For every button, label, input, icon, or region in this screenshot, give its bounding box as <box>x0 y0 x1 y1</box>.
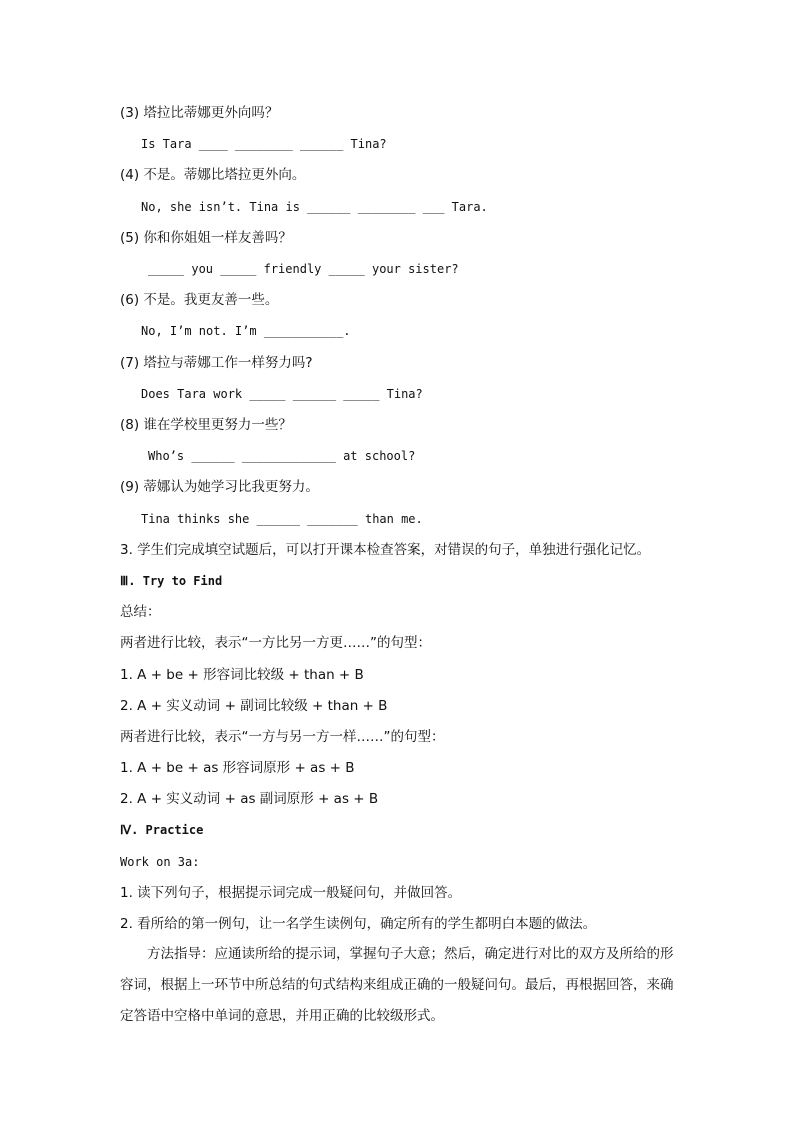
comparison-2-pattern-a: 1. A + be + as 形容词原形 + as + B <box>120 760 355 776</box>
section-4-heading: Ⅳ. Practice <box>120 823 204 837</box>
method-guidance-paragraph: 方法指导：应通读所给的提示词，掌握句子大意；然后，确定进行对比的双方及所给的形容词，根据上一环节中所总结的句式结构来组成正确的一般疑问句。最后，再根据回答，来确定答语中空格中单词的意思，并用正确的比较级形式。 <box>120 946 674 1024</box>
question-9-chinese: (9) 蒂娜认为她学习比我更努力。 <box>120 479 319 495</box>
question-4-chinese: (4) 不是。蒂娜比塔拉更外向。 <box>120 167 306 183</box>
question-6-chinese: (6) 不是。我更友善一些。 <box>120 292 279 308</box>
comparison-1-pattern-b: 2. A + 实义动词 + 副词比较级 + than + B <box>120 698 388 714</box>
question-7-chinese: (7) 塔拉与蒂娜工作一样努力吗? <box>120 355 313 371</box>
practice-step-2: 2. 看所给的第一例句，让一名学生读例句，确定所有的学生都明白本题的做法。 <box>120 916 597 932</box>
question-9-english: Tina thinks she ______ _______ than me. <box>141 512 423 526</box>
comparison-1-pattern-a: 1. A + be + 形容词比较级 + than + B <box>120 667 364 683</box>
question-6-english: No, I’m not. I’m ___________. <box>141 324 351 338</box>
step-3-text: 3. 学生们完成填空试题后，可以打开课本检查答案，对错误的句子，单独进行强化记忆。 <box>120 542 651 558</box>
comparison-2-intro: 两者进行比较，表示“一方与另一方一样……”的句型： <box>120 729 445 745</box>
question-5-chinese: (5) 你和你姐姐一样友善吗？ <box>120 230 292 246</box>
question-5-english: _____ you _____ friendly _____ your sister? <box>148 262 459 276</box>
comparison-1-intro: 两者进行比较，表示“一方比另一方更……”的句型： <box>120 635 431 651</box>
question-7-english: Does Tara work _____ ______ _____ Tina? <box>141 387 423 401</box>
summary-label: 总结： <box>120 604 161 620</box>
question-4-english: No, she isn’t. Tina is ______ ________ ___ Tara. <box>141 200 488 214</box>
practice-step-1: 1. 读下列句子，根据提示词完成一般疑问句，并做回答。 <box>120 885 462 901</box>
section-3-heading: Ⅲ. Try to Find <box>120 574 223 588</box>
work-on-label: Work on 3a: <box>120 855 200 869</box>
comparison-2-pattern-b: 2. A + 实义动词 + as 副词原形 + as + B <box>120 791 379 807</box>
question-3-chinese: (3) 塔拉比蒂娜更外向吗？ <box>120 105 279 121</box>
question-8-english: Who’s ______ _____________ at school? <box>148 449 416 463</box>
question-3-english: Is Tara ____ ________ ______ Tina? <box>141 137 387 151</box>
question-8-chinese: (8) 谁在学校里更努力一些？ <box>120 417 292 433</box>
